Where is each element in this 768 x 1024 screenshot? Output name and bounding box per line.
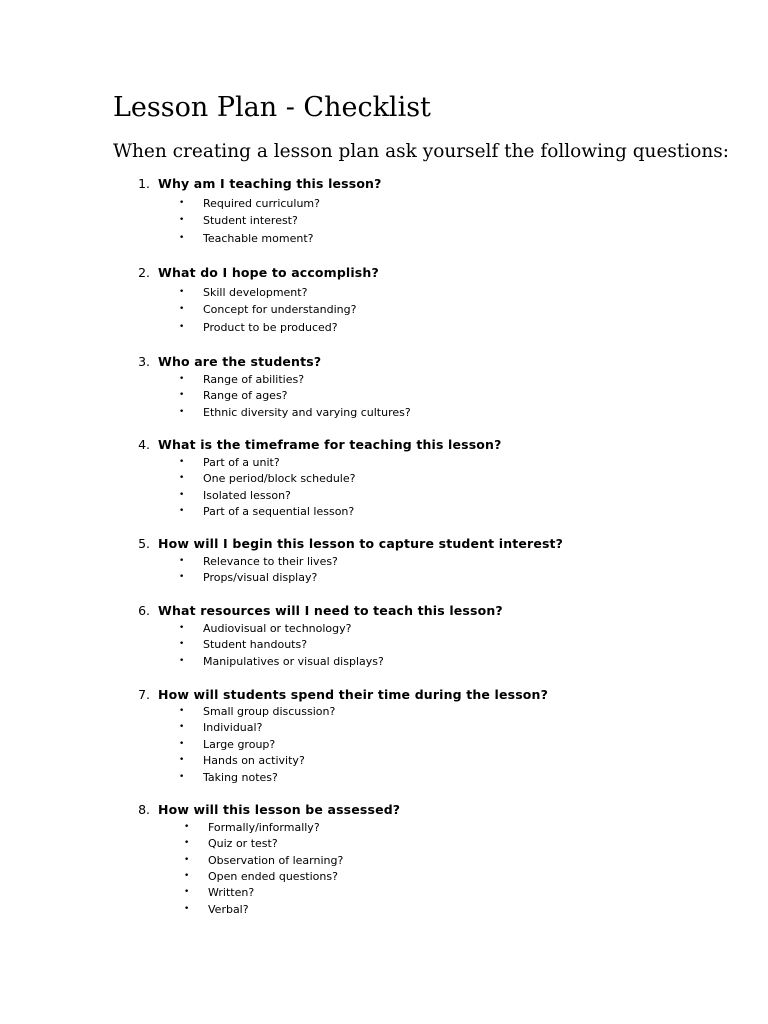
bullet-icon: • <box>184 871 190 881</box>
list-item-text: Verbal? <box>208 903 249 916</box>
list-item-text: Written? <box>208 886 255 899</box>
question-number: 2. <box>138 265 150 280</box>
bullet-icon: • <box>179 457 185 467</box>
question-text: What resources will I need to teach this lesson? <box>158 603 503 618</box>
list-item-text: Ethnic diversity and varying cultures? <box>203 406 411 419</box>
question-number: 8. <box>138 802 150 817</box>
question-1 <box>0 174 768 194</box>
list-item-text: Range of ages? <box>203 389 288 402</box>
list-item-text: Audiovisual or technology? <box>203 622 352 635</box>
question-number: 4. <box>138 437 150 452</box>
list-item-text: Formally/informally? <box>208 821 320 834</box>
list-item-text: Required curriculum? <box>203 197 320 210</box>
list-item-text: Skill development? <box>203 286 308 299</box>
list-item-text: Student handouts? <box>203 638 308 651</box>
bullet-icon: • <box>184 822 190 832</box>
bullet-icon: • <box>179 739 185 749</box>
question-text: How will this lesson be assessed? <box>158 802 401 817</box>
list-item-text: Part of a unit? <box>203 456 280 469</box>
question-text: How will students spend their time during the lesson? <box>158 687 548 702</box>
bullet-icon: • <box>179 198 185 208</box>
bullet-icon: • <box>179 233 185 243</box>
question-text: What do I hope to accomplish? <box>158 265 379 280</box>
bullet-icon: • <box>179 287 185 297</box>
bullet-icon: • <box>179 556 185 566</box>
question-number: 7. <box>138 687 150 702</box>
page-title: Lesson Plan - Checklist <box>113 92 431 123</box>
list-item-text: Props/visual display? <box>203 571 318 584</box>
list-item-text: One period/block schedule? <box>203 472 356 485</box>
bullet-icon: • <box>179 623 185 633</box>
bullet-icon: • <box>179 755 185 765</box>
question-number: 6. <box>138 603 150 618</box>
list-item-text: Isolated lesson? <box>203 489 291 502</box>
question-number: 5. <box>138 536 150 551</box>
bullet-icon: • <box>179 374 185 384</box>
bullet-icon: • <box>179 322 185 332</box>
question-number: 3. <box>138 354 150 369</box>
question-8 <box>0 800 768 820</box>
question-text: Why am I teaching this lesson? <box>158 176 382 191</box>
bullet-icon: • <box>179 506 185 516</box>
question-3 <box>0 352 768 372</box>
list-item-text: Observation of learning? <box>208 854 344 867</box>
list-item-text: Hands on activity? <box>203 754 305 767</box>
bullet-icon: • <box>179 639 185 649</box>
list-item-text: Part of a sequential lesson? <box>203 505 355 518</box>
bullet-icon: • <box>179 772 185 782</box>
list-item-text: Student interest? <box>203 214 298 227</box>
bullet-icon: • <box>179 722 185 732</box>
bullet-icon: • <box>179 407 185 417</box>
list-item-text: Large group? <box>203 738 276 751</box>
list-item-text: Small group discussion? <box>203 705 336 718</box>
question-2 <box>0 263 768 283</box>
list-item-text: Open ended questions? <box>208 870 338 883</box>
question-text: How will I begin this lesson to capture student interest? <box>158 536 564 551</box>
list-item-text: Teachable moment? <box>203 232 314 245</box>
list-item-text: Individual? <box>203 721 263 734</box>
question-7 <box>0 685 768 705</box>
bullet-icon: • <box>184 855 190 865</box>
question-4 <box>0 435 768 455</box>
bullet-icon: • <box>184 904 190 914</box>
bullet-icon: • <box>184 887 190 897</box>
list-item-text: Relevance to their lives? <box>203 555 338 568</box>
question-number: 1. <box>138 176 150 191</box>
bullet-icon: • <box>179 304 185 314</box>
list-item-text: Quiz or test? <box>208 837 278 850</box>
question-text: What is the timeframe for teaching this lesson? <box>158 437 502 452</box>
list-item-text: Product to be produced? <box>203 321 338 334</box>
bullet-icon: • <box>179 215 185 225</box>
intro-text: When creating a lesson plan ask yourself the following questions: <box>113 141 730 162</box>
bullet-icon: • <box>179 572 185 582</box>
question-text: Who are the students? <box>158 354 322 369</box>
list-item-text: Range of abilities? <box>203 373 305 386</box>
question-5 <box>0 534 768 554</box>
list-item-text: Manipulatives or visual displays? <box>203 655 384 668</box>
question-6 <box>0 601 768 621</box>
list-item-text: Concept for understanding? <box>203 303 357 316</box>
bullet-icon: • <box>179 656 185 666</box>
bullet-icon: • <box>184 838 190 848</box>
bullet-icon: • <box>179 473 185 483</box>
list-item-text: Taking notes? <box>203 771 278 784</box>
bullet-icon: • <box>179 490 185 500</box>
bullet-icon: • <box>179 706 185 716</box>
bullet-icon: • <box>179 390 185 400</box>
